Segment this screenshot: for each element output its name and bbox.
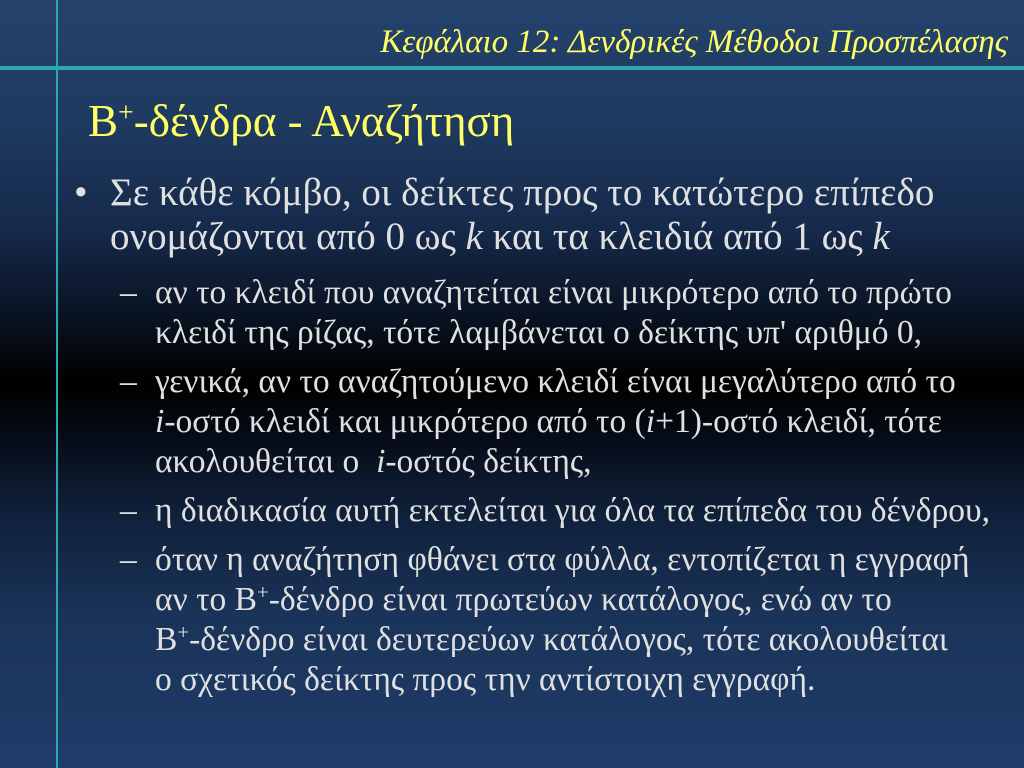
sub-bullet-text: B bbox=[155, 621, 178, 658]
sub-bullet-text: -οστός δείκτης, bbox=[385, 443, 592, 480]
sub-bullet-text: -οστό κλειδί και μικρότερο από το ( bbox=[164, 403, 646, 440]
sub-bullet-item bbox=[120, 491, 1024, 531]
bullet-text: ονομάζονται από 0 ως bbox=[110, 215, 466, 258]
chapter-heading: Κεφάλαιο 12: Δενδρικές Μέθοδοι Προσπέλασης bbox=[380, 24, 1008, 60]
sub-bullet-line bbox=[155, 273, 1024, 313]
sub-bullet-item bbox=[120, 540, 1024, 700]
superscript-plus: + bbox=[177, 620, 190, 644]
sub-bullet-text: γενικά, αν το αναζητούμενο κλειδί είναι μεγαλύτερο από το bbox=[155, 363, 956, 400]
sub-bullet-marker: – bbox=[120, 274, 137, 311]
sub-bullet-line bbox=[155, 580, 1024, 620]
title-b-text: B bbox=[88, 96, 119, 146]
sub-bullet-text: η διαδικασία αυτή εκτελείται για όλα τα επίπεδα του δένδρου, bbox=[155, 492, 990, 529]
sub-bullet-line bbox=[155, 660, 1024, 700]
sub-bullet-marker: – bbox=[120, 541, 137, 578]
sub-bullet-text: αν το κλειδί που αναζητείται είναι μικρότερο από το πρώτο bbox=[155, 274, 952, 311]
bullet-text: και τα κλειδιά από 1 ως bbox=[482, 215, 873, 258]
sub-bullet-text: κλειδί της ρίζας, τότε λαμβάνεται ο δείκτης υπ' αριθμό 0, bbox=[155, 314, 922, 351]
slide-title bbox=[88, 95, 514, 147]
bullet-marker: • bbox=[74, 171, 88, 214]
sub-bullet-line bbox=[155, 540, 1024, 580]
sub-bullet-text: αν το B bbox=[155, 581, 258, 618]
sub-bullet-line bbox=[155, 362, 1024, 402]
slide-body bbox=[0, 171, 1024, 700]
sub-bullet-line bbox=[155, 313, 1024, 353]
sub-bullet-item bbox=[120, 273, 1024, 353]
title-text: -δένδρα - Αναζήτηση bbox=[133, 96, 515, 146]
sub-bullet-text: -δένδρο είναι δευτερεύων κατάλογος, τότε ακολουθείται bbox=[189, 621, 948, 658]
sub-bullet-marker: – bbox=[120, 492, 137, 529]
bullet-text: Σε κάθε κόμβο, οι δείκτες προς το κατώτερο επίπεδο bbox=[110, 171, 935, 214]
sub-bullet-line bbox=[155, 402, 1024, 442]
italic-variable-k: k bbox=[465, 215, 483, 258]
sub-bullet-text: όταν η αναζήτηση φθάνει στα φύλλα, εντοπίζεται η εγγραφή bbox=[155, 541, 970, 578]
bullet-line bbox=[110, 171, 1024, 215]
sub-bullet-marker: – bbox=[120, 363, 137, 400]
sub-bullet-line bbox=[155, 442, 1024, 482]
italic-variable-i: i bbox=[645, 403, 656, 440]
bullet-item bbox=[74, 171, 1024, 700]
italic-variable-k: k bbox=[872, 215, 890, 258]
bullet-line bbox=[110, 215, 1024, 259]
superscript-plus: + bbox=[257, 580, 269, 604]
sub-bullet-item bbox=[120, 362, 1024, 482]
sub-bullet-line bbox=[155, 620, 1024, 660]
sub-bullet-text: +1)-οστό κλειδί, τότε bbox=[655, 403, 942, 440]
sub-bullet-line bbox=[155, 491, 1024, 531]
italic-variable-i: i bbox=[376, 443, 386, 480]
header-divider-line bbox=[0, 66, 1024, 70]
sub-bullet-text: -δένδρο είναι πρωτεύων κατάλογος, ενώ αν το bbox=[268, 581, 892, 618]
sub-bullet-text: ακολουθείται ο bbox=[155, 443, 377, 480]
sub-bullet-list bbox=[120, 273, 1024, 700]
italic-variable-i: i bbox=[155, 403, 165, 440]
title-superscript-plus: + bbox=[118, 96, 134, 128]
sub-bullet-text: ο σχετικός δείκτης προς την αντίστοιχη εγγραφή. bbox=[155, 661, 816, 698]
